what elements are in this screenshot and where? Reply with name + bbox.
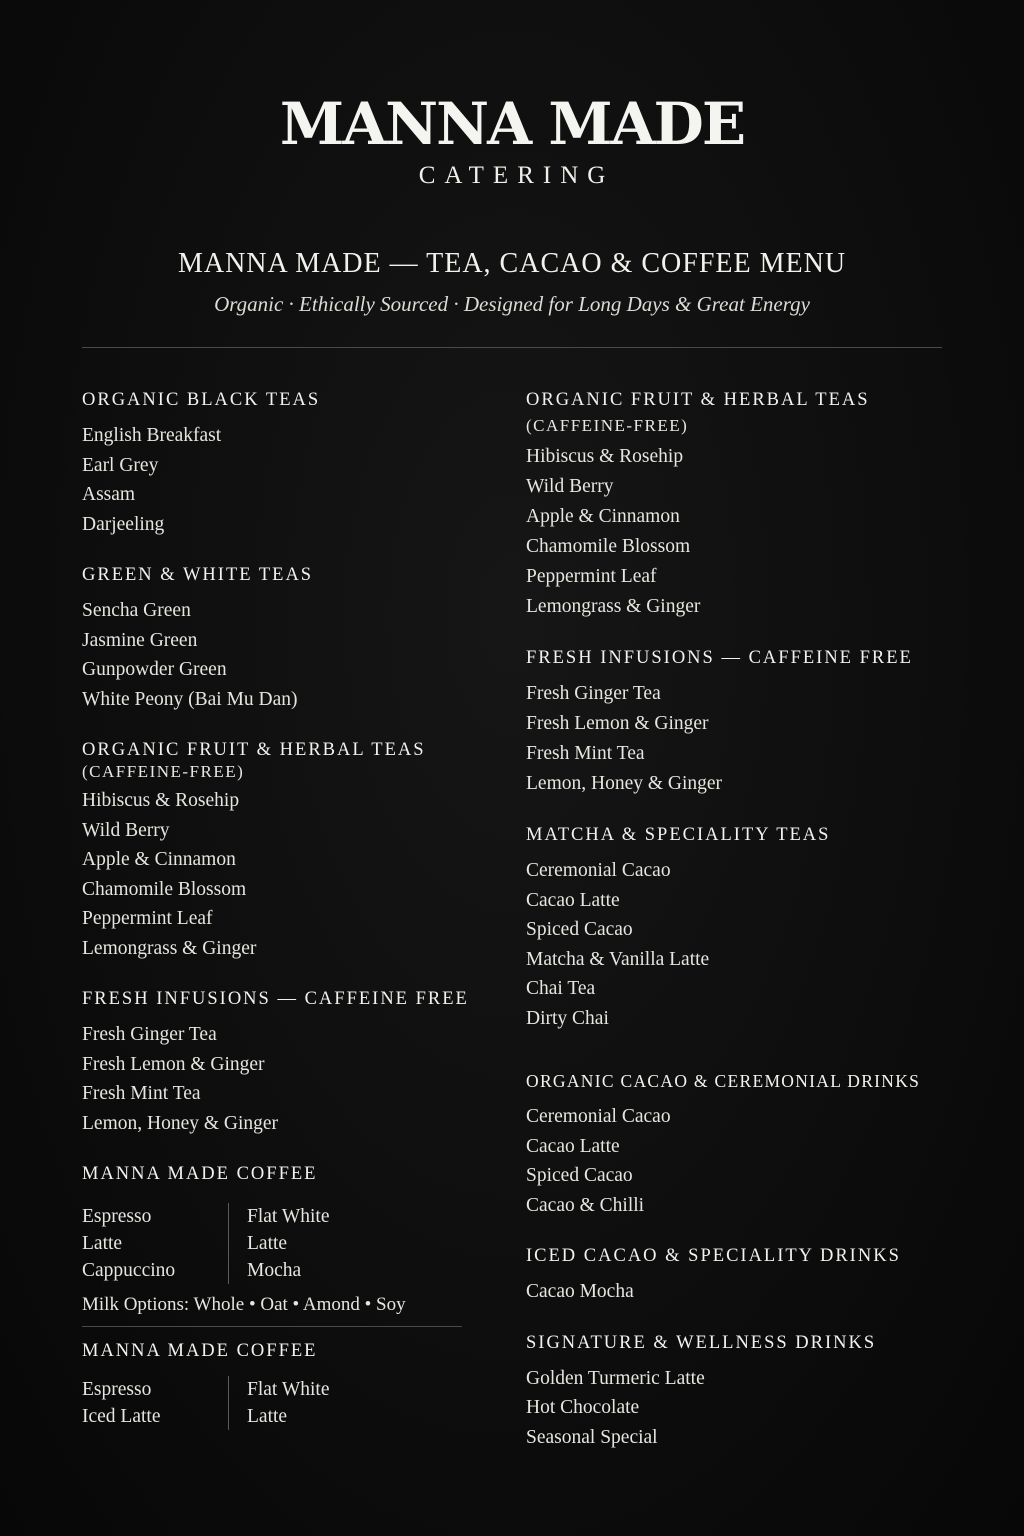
item-list xyxy=(82,596,482,714)
menu-item: Lemongrass & Ginger xyxy=(82,937,257,959)
section-heading: ORGANIC FRUIT & HERBAL TEAS xyxy=(82,740,426,760)
section-fresh-infusions xyxy=(526,646,956,799)
menu-item: Fresh Lemon & Ginger xyxy=(526,713,709,734)
menu-item: Fresh Ginger Tea xyxy=(82,1024,217,1045)
coffee-grid xyxy=(82,1194,482,1284)
menu-item: Mocha xyxy=(247,1260,302,1281)
section-matcha xyxy=(526,823,956,1033)
menu-item: Golden Turmeric Latte xyxy=(526,1367,705,1389)
menu-item: English Breakfast xyxy=(82,425,222,446)
coffee-list-left xyxy=(82,1203,228,1284)
menu-item: Dirty Chai xyxy=(526,1007,609,1029)
menu-item: Hot Chocolate xyxy=(526,1397,640,1418)
menu-item: Hibiscus & Rosehip xyxy=(82,790,240,811)
menu-item: Apple & Cinnamon xyxy=(526,506,680,527)
item-list xyxy=(526,679,956,799)
menu-item: Peppermint Leaf xyxy=(82,908,213,929)
section-heading: MANNA MADE COFFEE xyxy=(82,1164,318,1184)
section-heading: ICED CACAO & SPECIALITY DRINKS xyxy=(526,1246,901,1266)
section-heading: FRESH INFUSIONS — CAFFEINE FREE xyxy=(526,648,913,668)
section-fruit-herbal-teas xyxy=(526,388,956,622)
menu-item: Peppermint Leaf xyxy=(526,566,657,587)
menu-item: Cacao Latte xyxy=(526,889,620,911)
section-signature xyxy=(526,1331,956,1453)
menu-item: Apple & Cinnamon xyxy=(82,849,236,870)
item-list xyxy=(526,1102,956,1220)
section-black-teas xyxy=(82,388,482,539)
section-heading: ORGANIC FRUIT & HERBAL TEAS xyxy=(526,390,870,410)
item-list xyxy=(526,1277,956,1307)
menu-item: Seasonal Special xyxy=(526,1426,658,1448)
item-list xyxy=(82,1020,482,1138)
section-subheading: (CAFFEINE-FREE) xyxy=(82,762,245,781)
section-heading: MATCHA & SPECIALITY TEAS xyxy=(526,825,831,845)
menu-item: Spiced Cacao xyxy=(526,1165,633,1186)
section-fresh-infusions xyxy=(82,987,482,1138)
brand-subtitle: CATERING xyxy=(418,162,615,189)
menu-item: Fresh Ginger Tea xyxy=(526,683,661,704)
brand-name: MANNA MADE xyxy=(279,90,745,158)
item-list xyxy=(526,442,956,622)
menu-item: Latte xyxy=(247,1233,288,1254)
coffee-list-right xyxy=(228,1376,393,1430)
menu-item: Espresso xyxy=(82,1379,152,1400)
menu-item: Gunpowder Green xyxy=(82,659,227,680)
menu-item: Iced Latte xyxy=(82,1406,161,1427)
section-iced-cacao xyxy=(526,1244,956,1307)
menu-item: Cacao Mocha xyxy=(526,1281,634,1302)
menu-item: Ceremonial Cacao xyxy=(526,1106,671,1127)
coffee-grid xyxy=(82,1367,482,1430)
menu-item: Earl Grey xyxy=(82,454,159,476)
menu-item: Fresh Mint Tea xyxy=(526,743,645,764)
menu-item: Matcha & Vanilla Latte xyxy=(526,948,710,970)
section-heading: SIGNATURE & WELLNESS DRINKS xyxy=(526,1332,877,1353)
menu-item: Jasmine Green xyxy=(82,629,198,651)
menu-item: Lemongrass & Ginger xyxy=(526,596,701,617)
menu-item: Latte xyxy=(247,1406,288,1427)
menu-item: Chamomile Blossom xyxy=(82,878,247,900)
menu-item: Cacao Latte xyxy=(526,1135,620,1157)
menu-item: Chamomile Blossom xyxy=(526,536,691,557)
section-coffee-2 xyxy=(82,1339,482,1430)
section-heading: ORGANIC CACAO & CEREMONIAL DRINKS xyxy=(526,1071,921,1091)
menu-item: Spiced Cacao xyxy=(526,919,633,940)
menu-item: Cacao & Chilli xyxy=(526,1194,645,1216)
coffee-list-right xyxy=(228,1203,393,1284)
section-heading: GREEN & WHITE TEAS xyxy=(82,565,314,585)
menu-item: Fresh Mint Tea xyxy=(82,1083,201,1104)
coffee-list-left xyxy=(82,1376,228,1430)
menu-subtitle: Organic · Ethically Sourced · Designed for Long Days & Great Energy xyxy=(214,292,810,316)
menu-item: Sencha Green xyxy=(82,600,191,621)
brand-logo xyxy=(0,92,1024,190)
left-column xyxy=(82,388,482,1454)
section-heading: ORGANIC BLACK TEAS xyxy=(82,390,321,410)
menu-item: Chai Tea xyxy=(526,978,596,999)
menu-item: Assam xyxy=(82,484,136,505)
item-list xyxy=(82,421,482,539)
section-heading: MANNA MADE COFFEE xyxy=(82,1341,318,1361)
milk-options: Milk Options: Whole • Oat • Amond • Soy xyxy=(82,1294,462,1327)
divider xyxy=(82,347,942,348)
menu-item: White Peony (Bai Mu Dan) xyxy=(82,688,298,710)
menu-item: Hibiscus & Rosehip xyxy=(526,446,684,467)
right-column xyxy=(526,388,956,1476)
item-list xyxy=(526,1364,956,1453)
item-list xyxy=(82,786,482,963)
menu-item: Flat White xyxy=(247,1206,330,1227)
menu-item: Espresso xyxy=(82,1206,152,1227)
menu-item: Lemon, Honey & Ginger xyxy=(82,1112,279,1134)
item-list xyxy=(526,856,956,1033)
menu-title: MANNA MADE — TEA, CACAO & COFFEE MENU xyxy=(177,248,847,279)
menu-item: Lemon, Honey & Ginger xyxy=(526,773,723,794)
menu-item: Darjeeling xyxy=(82,513,165,535)
section-cacao xyxy=(526,1069,956,1220)
menu-item: Fresh Lemon & Ginger xyxy=(82,1053,265,1075)
section-subheading: (CAFFEINE-FREE) xyxy=(526,416,689,435)
section-green-white-teas xyxy=(82,563,482,714)
section-heading: FRESH INFUSIONS — CAFFEINE FREE xyxy=(82,989,469,1009)
menu-item: Latte xyxy=(82,1233,123,1254)
menu-item: Ceremonial Cacao xyxy=(526,860,671,881)
menu-item: Cappuccino xyxy=(82,1260,176,1281)
section-fruit-herbal-teas xyxy=(82,738,482,963)
menu-item: Flat White xyxy=(247,1379,330,1400)
menu-item: Wild Berry xyxy=(526,476,614,497)
menu-item: Wild Berry xyxy=(82,819,170,841)
section-coffee xyxy=(82,1162,482,1327)
